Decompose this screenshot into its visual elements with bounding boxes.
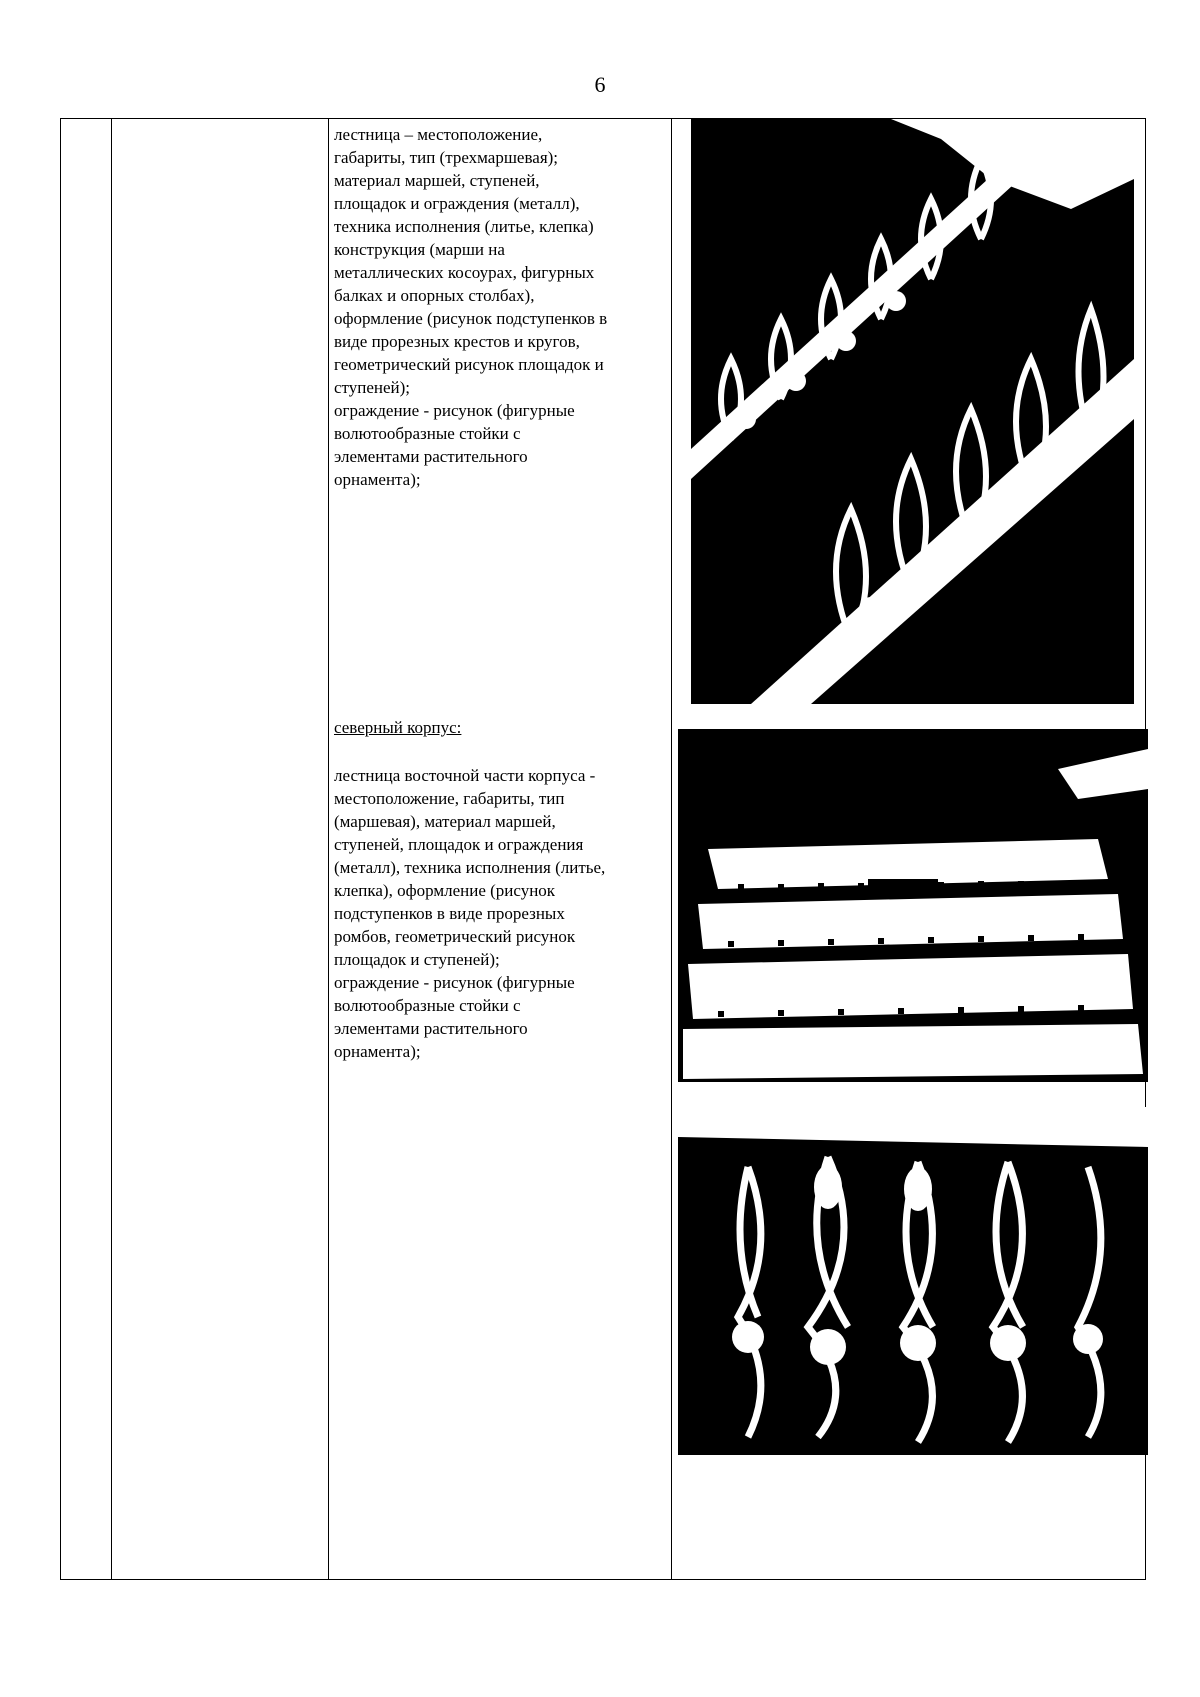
text-line: площадок и ограждения (металл), — [334, 194, 580, 213]
text-line: оформление (рисунок подступенков в — [334, 309, 608, 328]
text-line: металлических косоурах, фигурных — [334, 263, 595, 282]
page-number: 6 — [594, 72, 606, 97]
text-line: ограждение - рисунок (фигурные — [334, 401, 575, 420]
document-table — [60, 118, 1146, 1580]
text-line: местоположение, габариты, тип — [334, 789, 565, 808]
baluster-detail-photo — [678, 1107, 1148, 1455]
staircase-railing-photo — [691, 119, 1134, 704]
text-line: лестница восточной части корпуса - — [334, 766, 596, 785]
text-line: виде прорезных крестов и кругов, — [334, 332, 580, 351]
section-heading — [334, 716, 666, 739]
stair-flight-photo — [678, 729, 1148, 1082]
text-line: площадок и ступеней); — [334, 950, 500, 969]
north-building-heading: северный корпус: — [334, 718, 462, 737]
text-line: ограждение - рисунок (фигурные — [334, 973, 575, 992]
text-line: конструкция (марши на — [334, 240, 505, 259]
text-line: элементами растительного — [334, 1019, 528, 1038]
text-line: ступеней); — [334, 378, 411, 397]
text-line: (маршевая), материал маршей, — [334, 812, 556, 831]
text-line: волютообразные стойки с — [334, 424, 521, 443]
text-line: волютообразные стойки с — [334, 996, 521, 1015]
text-line: габариты, тип (трехмаршевая); — [334, 148, 559, 167]
text-line: геометрический рисунок площадок и — [334, 355, 604, 374]
text-line: материал маршей, ступеней, — [334, 171, 540, 190]
text-line: элементами растительного — [334, 447, 528, 466]
text-line: (металл), техника исполнения (литье, — [334, 858, 606, 877]
staircase-description — [334, 123, 666, 491]
text-line: подступенков в виде прорезных — [334, 904, 565, 923]
text-line: техника исполнения (литье, клепка) — [334, 217, 594, 236]
column-divider — [328, 119, 329, 1579]
column-divider — [111, 119, 112, 1579]
column-divider — [671, 119, 672, 1579]
text-line: ромбов, геометрический рисунок — [334, 927, 576, 946]
text-line: балках и опорных столбах), — [334, 286, 535, 305]
text-line: ступеней, площадок и ограждения — [334, 835, 584, 854]
text-line: орнамента); — [334, 1042, 421, 1061]
text-line: лестница – местоположение, — [334, 125, 543, 144]
east-staircase-description — [334, 764, 666, 1063]
text-line: клепка), оформление (рисунок — [334, 881, 556, 900]
text-line: орнамента); — [334, 470, 421, 489]
